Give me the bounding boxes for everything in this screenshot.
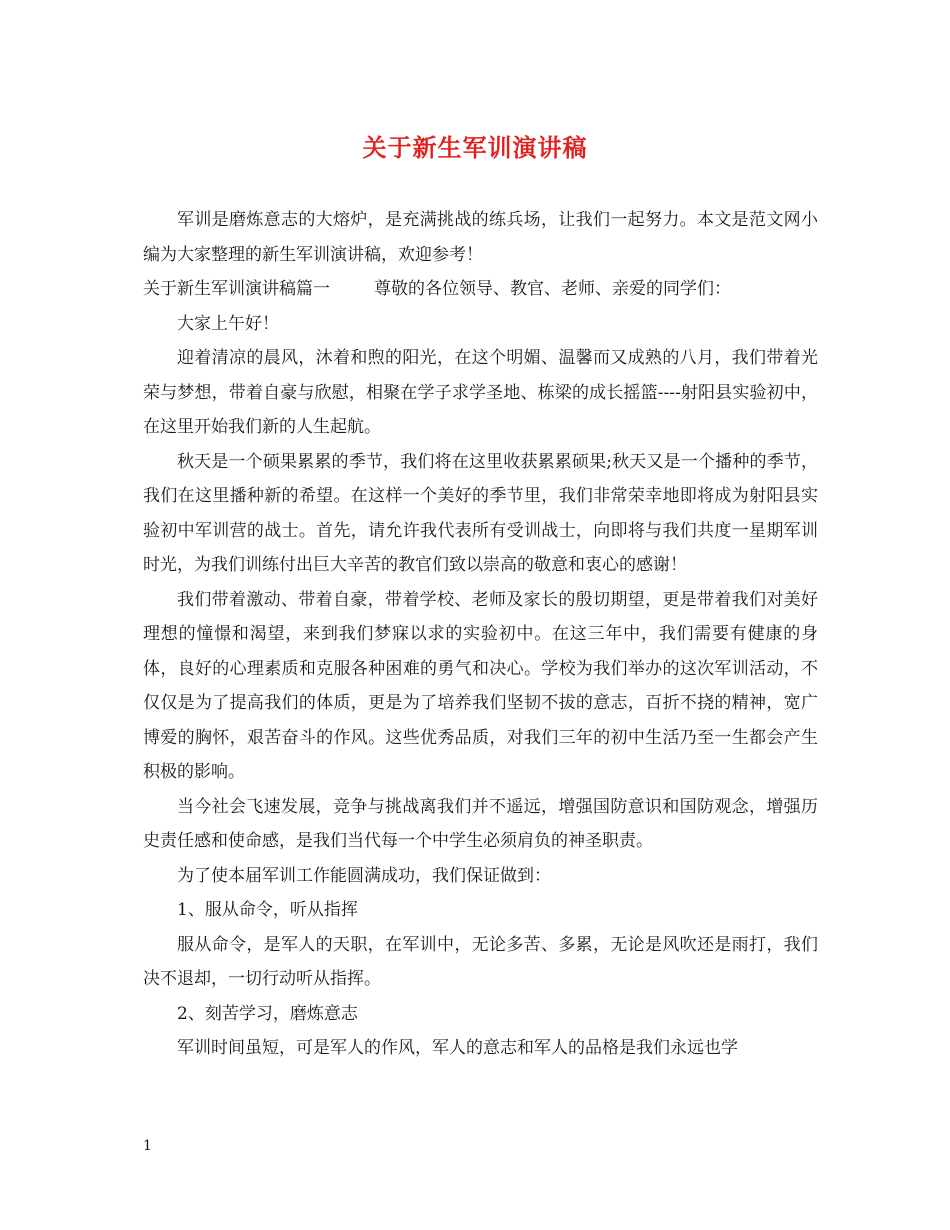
- paragraph-expectations: 我们带着激动、带着自豪，带着学校、老师及家长的殷切期望，更是带着我们对美好理想的憧憬和渴望，来到我们梦寐以求的实验初中。在这三年中，我们需要有健康的身体，良好的心理素质和克服各种困难的勇气和决心。学校为我们举办的这次军训活动，不仅仅是为了提高我们的体质，更是为了培养我们坚韧不拔的意志，百折不挠的精神，宽广博爱的胸怀，艰苦奋斗的作风。这些优秀品质，对我们三年的初中生活乃至一生都会产生积极的影响。: [143, 589, 818, 782]
- page-title: 关于新生军训演讲稿: [362, 133, 588, 162]
- paragraph-greeting: 大家上午好！: [177, 313, 279, 334]
- list-heading-1: 1、服从命令，听从指挥: [177, 900, 358, 920]
- list-heading-2: 2、刻苦学习，磨炼意志: [177, 1003, 358, 1024]
- intro-paragraph: 军训是磨炼意志的大熔炉，是充满挑战的练兵场，让我们一起努力。本文是范文网小编为大家整理的新生军训演讲稿，欢迎参考！: [143, 210, 818, 265]
- document-body: [143, 203, 818, 1066]
- salutation: 尊敬的各位领导、教官、老师、亲爱的同学们：: [374, 279, 731, 299]
- paragraph-pledge-intro: 为了使本届军训工作能圆满成功，我们保证做到：: [177, 865, 551, 886]
- paragraph-obey-orders: 服从命令，是军人的天职，在军训中，无论多苦、多累，无论是风吹还是雨打，我们决不退却，一切行动听从指挥。: [143, 934, 818, 989]
- section-heading: 关于新生军训演讲稿篇一: [143, 279, 330, 299]
- page-number: 1: [143, 1138, 152, 1154]
- section-heading-line: [143, 272, 818, 307]
- paragraph-morning-wind: 迎着清凉的晨风，沐着和煦的阳光，在这个明媚、温馨而又成熟的八月，我们带着光荣与梦想，带着自豪与欣慰，相聚在学子求学圣地、栋梁的成长摇篮----射阳县实验初中，在这里开始我们新的人生起航。: [143, 348, 818, 437]
- paragraph-training-time: 军训时间虽短，可是军人的作风，军人的意志和军人的品格是我们永远也学: [177, 1038, 738, 1058]
- paragraph-autumn: 秋天是一个硕果累累的季节，我们将在这里收获累累硕果;秋天又是一个播种的季节，我们在这里播种新的希望。在这样一个美好的季节里，我们非常荣幸地即将成为射阳县实验初中军训营的战士。首先，请允许我代表所有受训战士，向即将与我们共度一星期军训时光，为我们训练付出巨大辛苦的教官们致以崇高的敬意和衷心的感谢！: [143, 451, 818, 575]
- paragraph-society: 当今社会飞速发展，竞争与挑战离我们并不遥远，增强国防意识和国防观念，增强历史责任感和使命感，是我们当代每一个中学生必须肩负的神圣职责。: [143, 796, 818, 851]
